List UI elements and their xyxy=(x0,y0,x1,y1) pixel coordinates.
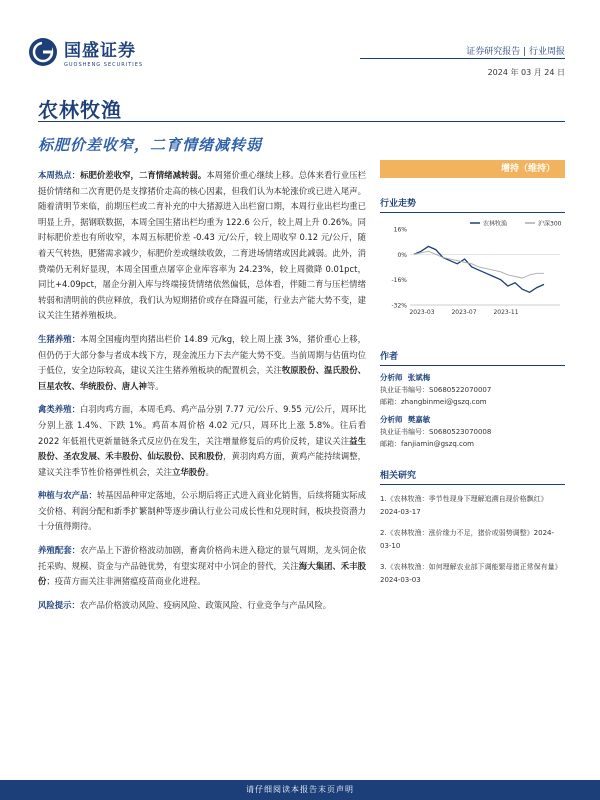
y-tick-label: -16% xyxy=(391,277,407,285)
para-stocks: 海大集团、禾丰股份 xyxy=(38,560,367,587)
y-tick-label: -32% xyxy=(391,302,407,310)
related-item[interactable]: 3.《农林牧渔：如何理解农业部下调能繁母猪正常保有量》2024-03-03 xyxy=(380,563,562,584)
para-text: 本周猪价重心继续上移。总体来看行业压栏挺价情绪和二次育肥仍是支撑猪价走高的核心因素，但我们认为本轮涨价或已进入尾声。随着清明节来临，前期压栏或二育补充的中大猪源进入出栏窗口期，本周行业出栏均重已明显上升，据钢联数据，本周全国生猪出栏均重为 122.6 公斤，较上周上升 0.26%。同时标肥价差也有所收窄，本周五标肥价差 -0.43 元/公斤，较上周收窄 0.12 元/公斤，随着天气转热，肥猪需求减少，标肥价差或继续收敛，二育进场情绪或因此减弱。此外，消费端仍无利好显现，本周全国重点屠宰企业库容率为 24.23%，较上周微降 0.01pct，同比+4.09pct，屠企分割入库与终端接货情绪依然偏低，总体看，伴随二育与压栏情绪转弱和清明前的供应释放，我们认为短期猪价或存在降温可能，行业去产能大势不变，建议关注生猪养殖板块。 xyxy=(38,170,367,321)
para-stocks: 立华股份 xyxy=(172,466,206,477)
logo-en: GUOSHENG SECURITIES xyxy=(64,62,144,68)
related-title: 相关研究 xyxy=(380,468,565,485)
trend-chart xyxy=(380,217,565,327)
para-label: 生猪养殖： xyxy=(38,333,81,344)
paragraph-risk xyxy=(38,598,366,614)
authors-title: 作者 xyxy=(380,349,565,366)
paragraph-planting xyxy=(38,488,366,535)
para-label: 养殖配套： xyxy=(38,545,81,556)
x-tick-label: 2023-07 xyxy=(451,309,477,316)
paragraph-hotspot xyxy=(38,168,366,324)
trend-title: 行业走势 xyxy=(380,196,565,213)
sidebar xyxy=(380,160,565,587)
legend-label: 农林牧渔 xyxy=(483,220,508,228)
para-text: 农产品价格波动风险、疫病风险、政策风险、行业竞争与产品风险。 xyxy=(79,599,332,610)
related-item[interactable]: 2.《农林牧渔：涨价缘力不足，猪价或弱势调整》2024-03-10 xyxy=(380,529,555,550)
y-tick-label: 16% xyxy=(393,226,407,234)
author-2 xyxy=(380,414,565,450)
author-role: 分析师 xyxy=(380,415,403,424)
related-item[interactable]: 1.《农林牧渔：季节性现身下理解追溯自现价格飘红》2024-03-17 xyxy=(380,495,548,516)
author-name: 张斌梅 xyxy=(407,373,431,382)
author-email[interactable]: 邮箱：zhangbinmei@gszq.com xyxy=(380,398,487,406)
main-body xyxy=(38,168,366,621)
para-tail: ；疫苗方面关注非洲猪瘟疫苗商业化进程。 xyxy=(46,576,206,587)
author-cert: 执业证书编号：S0680522070007 xyxy=(380,386,492,394)
y-tick-label: 0% xyxy=(397,251,407,259)
header-divider xyxy=(360,58,565,59)
author-name: 樊嘉敏 xyxy=(407,415,431,424)
report-header xyxy=(0,0,600,80)
paragraph-feed xyxy=(38,543,366,590)
para-text: 转基因品种审定落地，公示期后将正式进入商业化销售，后续将随实际成交价格、利润分配和新季扩繁制种等逐步确认行业公司成长性和兑现时间，板块投资潜力十分值得期待。 xyxy=(38,490,367,532)
series-line xyxy=(414,251,544,278)
para-label: 风险提示： xyxy=(38,599,80,610)
para-label: 本周热点： xyxy=(38,170,81,180)
legend-label: 沪深300 xyxy=(538,220,562,228)
author-role: 分析师 xyxy=(380,373,403,382)
author-1 xyxy=(380,372,565,408)
para-text: 白羽肉鸡方面，本周毛鸡、鸡产品分别 7.77 元/公斤、9.55 元/公斤，周环比分别上涨 1.4%、下跌 1%。鸡苗本周价格 4.02 元/只，周环比上涨 5.8%。往后看 2022 年低祖代更新量链条式反应仍在发生，关注增量修复后的鸡价反转，建议关注 xyxy=(38,404,366,446)
industry-title: 农林牧渔 xyxy=(38,98,122,122)
para-stocks: 益生股份、圣农发展、禾丰股份、仙坛股份、民和股份 xyxy=(38,435,366,462)
para-highlight: 标肥价差收窄，二育情绪减转弱。 xyxy=(80,170,207,180)
page-footer: 请仔细阅读本报告末页声明 xyxy=(0,780,600,800)
para-label: 禽类养殖： xyxy=(38,404,80,415)
logo-cn: 国盛证券 xyxy=(64,41,136,61)
x-tick-label: 2023-03 xyxy=(409,309,435,316)
report-subtitle: 标肥价差收窄，二育情绪减转弱 xyxy=(38,136,263,154)
paragraph-poultry xyxy=(38,402,366,480)
rating-badge: 增持（维持） xyxy=(380,160,565,178)
paragraph-pig xyxy=(38,332,366,394)
industry-divider xyxy=(38,121,565,122)
logo-icon xyxy=(28,37,58,67)
para-stocks: 牧原股份、温氏股份、巨星农牧、华统股份、唐人神 xyxy=(38,365,367,391)
para-tail: ，黄羽肉鸡方面，黄鸡产能持续调整，建议关注季节性价格弹性机会，关注 xyxy=(38,451,366,477)
para-tail: 等。 xyxy=(146,380,164,391)
report-type: 证券研究报告 | 行业周报 xyxy=(466,47,565,57)
author-email[interactable]: 邮箱：fanjiamin@gszq.com xyxy=(380,440,474,448)
author-cert: 执业证书编号：S0680523070008 xyxy=(380,428,492,436)
report-date: 2024 年 03 月 24 日 xyxy=(487,68,565,77)
para-text: 本周全国瘦肉型肉猪出栏价 14.89 元/kg，较上周上涨 3%，猪价重心上移，但仍仍于大部分参与者成本线下方，现金流压力下去产能大势不变。当前周期与估值均位于低位，安全边际较高，建议关注生猪养殖板块的配置机会，关注 xyxy=(38,333,366,376)
x-tick-label: 2023-11 xyxy=(493,309,519,316)
para-tail: 。 xyxy=(205,466,214,477)
para-label: 种植与农产品： xyxy=(38,490,97,501)
company-logo xyxy=(28,36,143,68)
para-text: 农产品上下游价格波动加剧，畜禽价格尚未进入稳定的景气周期，龙头饲企依托采购、规模、资金与产品链优势，有望实现对中小饲企的替代，关注 xyxy=(38,545,367,571)
